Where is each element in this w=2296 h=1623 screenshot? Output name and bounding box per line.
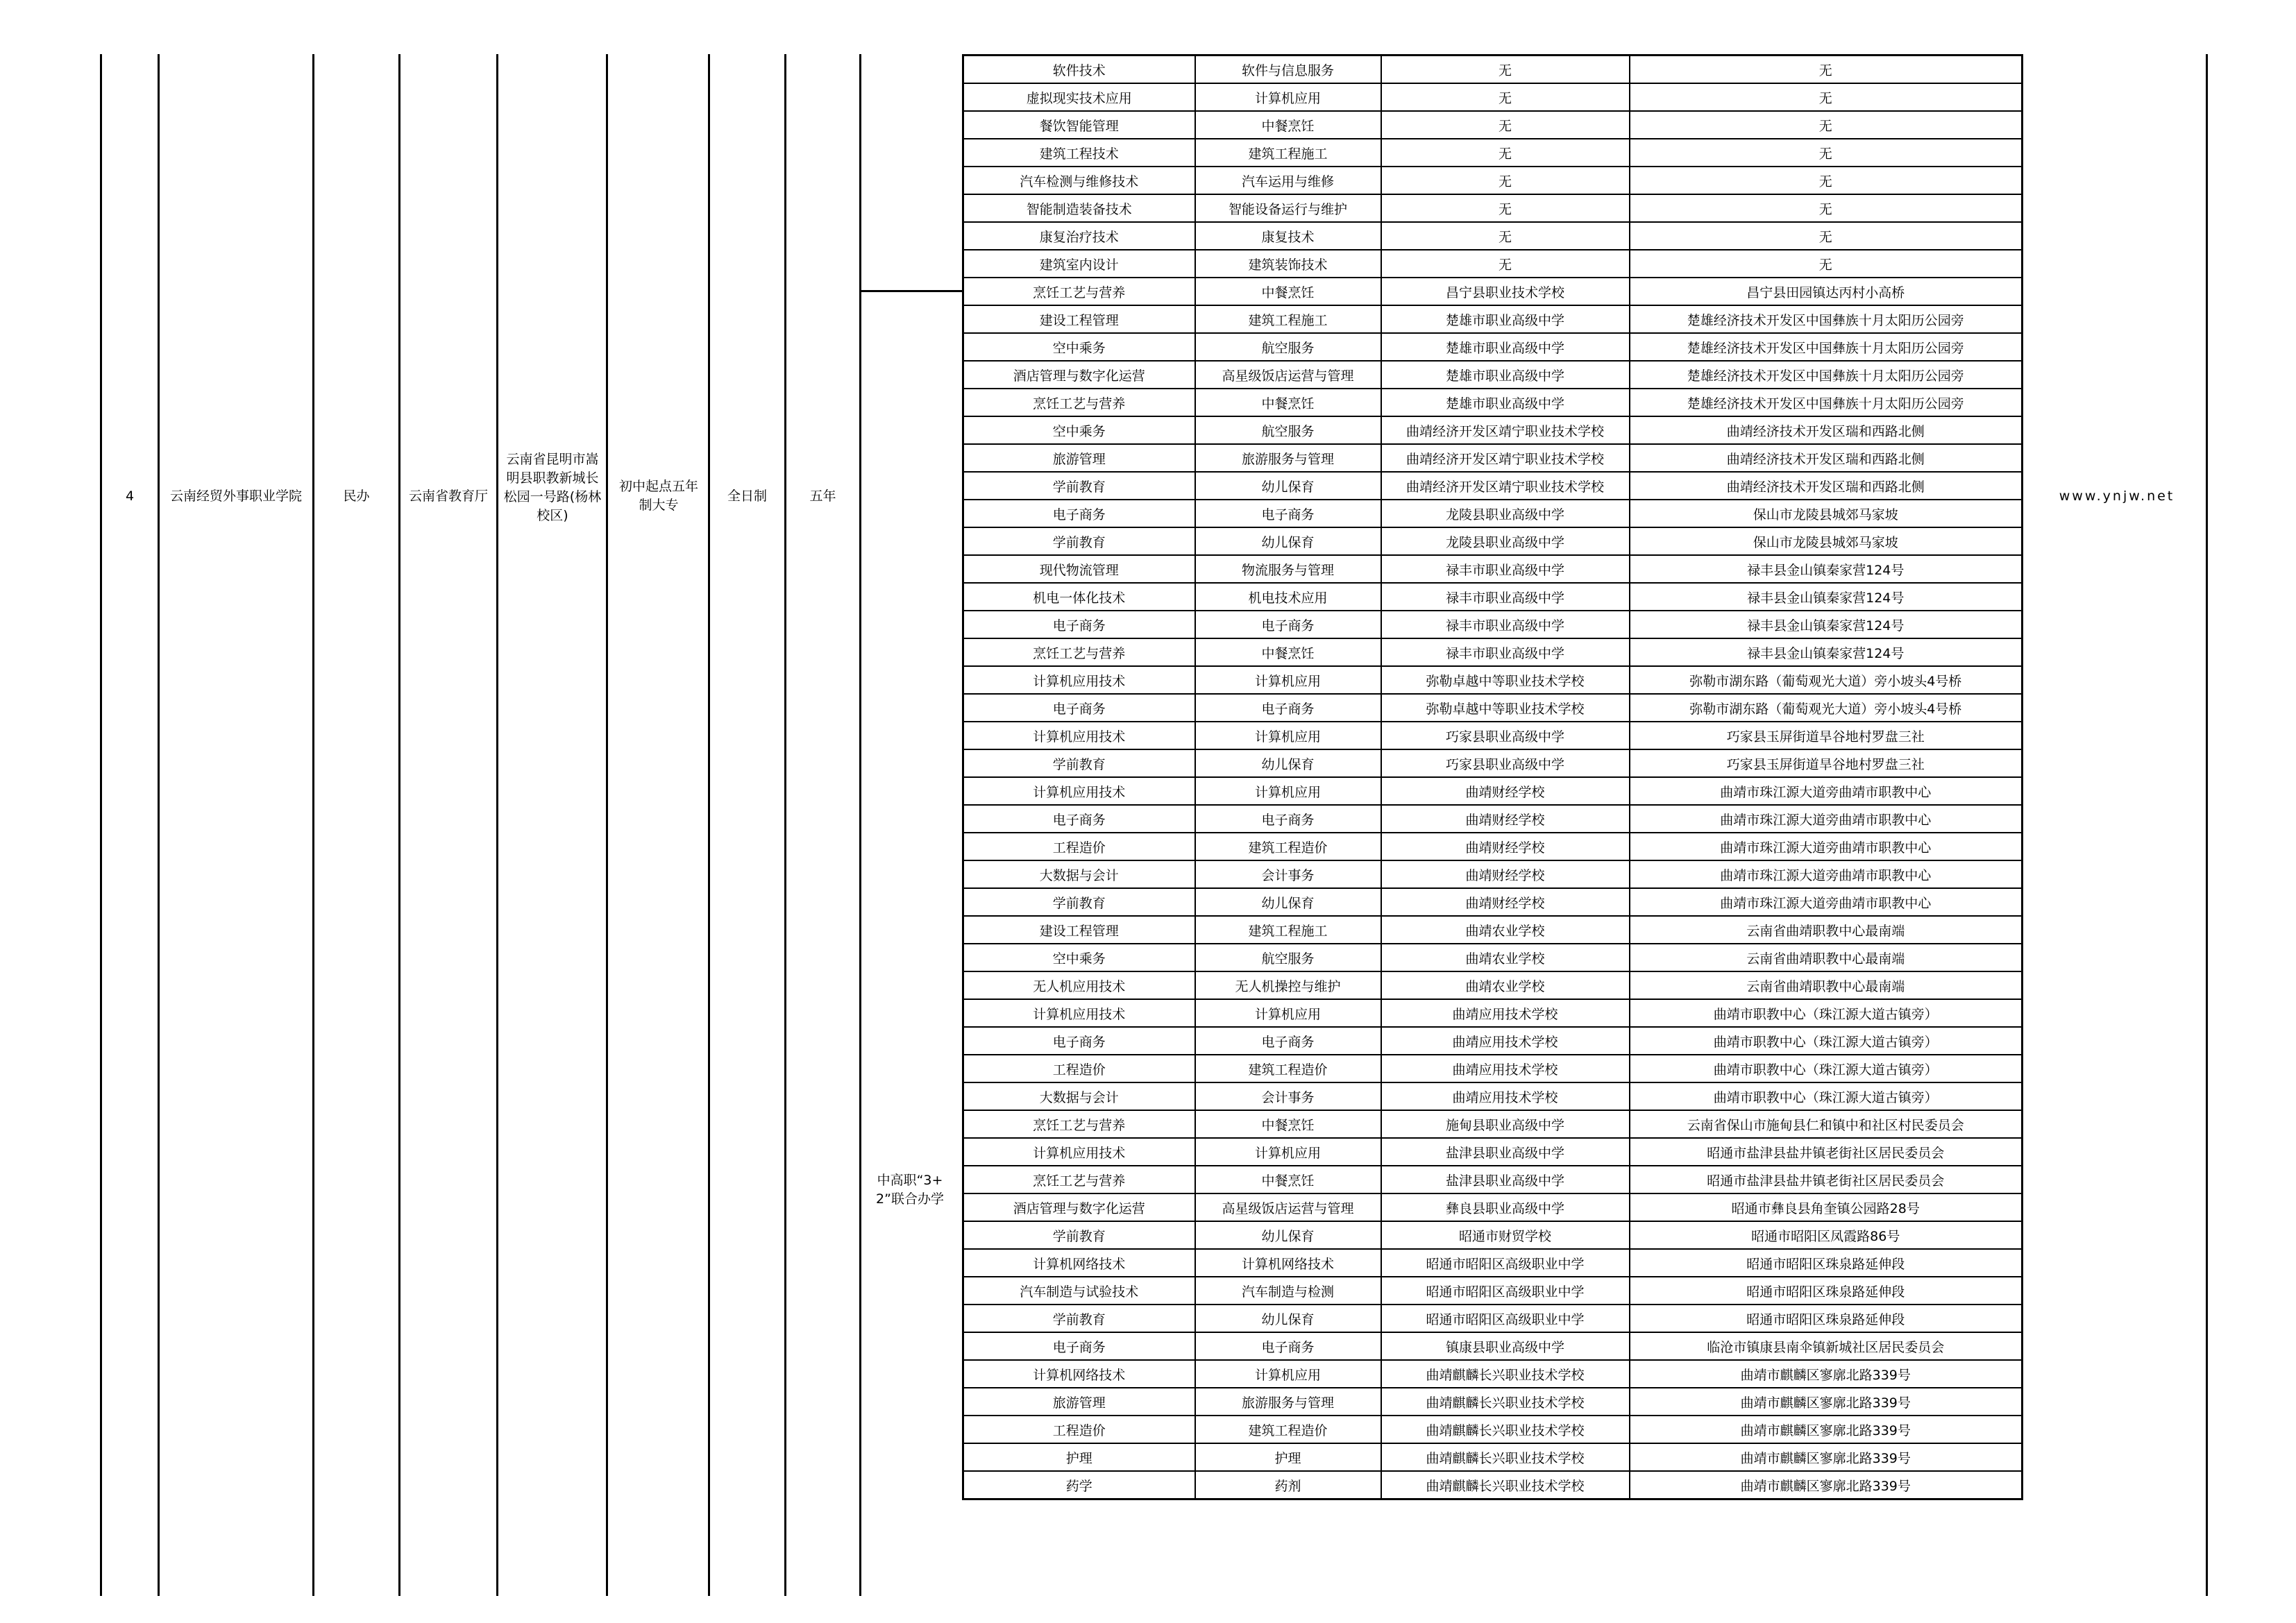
higher-major-cell: 机电一体化技术 [963, 583, 1195, 611]
partner-address-cell: 曲靖市职教中心（珠江源大道古镇旁） [1630, 1082, 2023, 1110]
secondary-major-cell: 航空服务 [1195, 416, 1381, 444]
partner-address-cell: 曲靖市麒麟区寥廓北路339号 [1630, 1443, 2023, 1471]
higher-major-cell: 电子商务 [963, 694, 1195, 722]
table-row [963, 1388, 2023, 1416]
table-row [963, 111, 2023, 139]
higher-major-cell: 计算机应用技术 [963, 999, 1195, 1027]
partner-address-cell: 曲靖经济技术开发区瑞和西路北侧 [1630, 444, 2023, 472]
secondary-major-cell: 计算机应用 [1195, 722, 1381, 749]
higher-major-cell: 空中乘务 [963, 416, 1195, 444]
table-row [963, 1416, 2023, 1443]
table-row [963, 611, 2023, 638]
secondary-major-cell: 建筑工程造价 [1195, 1055, 1381, 1082]
secondary-major-cell: 幼儿保育 [1195, 749, 1381, 777]
partner-address-cell: 曲靖市珠江源大道旁曲靖市职教中心 [1630, 777, 2023, 805]
table-row [963, 944, 2023, 971]
table-row [963, 805, 2023, 833]
secondary-major-cell: 电子商务 [1195, 611, 1381, 638]
partner-address-cell: 巧家县玉屏街道旱谷地村罗盘三社 [1630, 749, 2023, 777]
partner-school-cell: 昭通市昭阳区高级职业中学 [1381, 1249, 1630, 1277]
partner-school-cell: 曲靖应用技术学校 [1381, 1027, 1630, 1055]
duration: 五年 [809, 488, 836, 504]
table-row [963, 1166, 2023, 1193]
table-row [963, 583, 2023, 611]
secondary-major-cell: 智能设备运行与维护 [1195, 194, 1381, 222]
secondary-major-cell: 电子商务 [1195, 805, 1381, 833]
higher-major-cell: 旅游管理 [963, 1388, 1195, 1416]
majors-table [962, 54, 2023, 1500]
secondary-major-cell: 建筑工程施工 [1195, 916, 1381, 944]
partner-school-cell: 曲靖农业学校 [1381, 916, 1630, 944]
secondary-major-cell: 计算机网络技术 [1195, 1249, 1381, 1277]
partner-school-cell: 无 [1381, 222, 1630, 250]
majors-table-body [963, 56, 2023, 1499]
higher-major-cell: 学前教育 [963, 472, 1195, 500]
partner-school-cell: 曲靖麒麟长兴职业技术学校 [1381, 1443, 1630, 1471]
partner-school-cell: 昭通市财贸学校 [1381, 1221, 1630, 1249]
secondary-major-cell: 中餐烹饪 [1195, 638, 1381, 666]
partner-address-cell: 禄丰县金山镇秦家营124号 [1630, 638, 2023, 666]
higher-major-cell: 电子商务 [963, 1332, 1195, 1360]
higher-major-cell: 康复治疗技术 [963, 222, 1195, 250]
column-divider [496, 54, 498, 1596]
higher-major-cell: 空中乘务 [963, 944, 1195, 971]
higher-major-cell: 护理 [963, 1443, 1195, 1471]
partner-school-cell: 曲靖应用技术学校 [1381, 999, 1630, 1027]
higher-major-cell: 建筑工程技术 [963, 139, 1195, 167]
partner-school-cell: 弥勒卓越中等职业技术学校 [1381, 694, 1630, 722]
table-row [963, 83, 2023, 111]
table-row [963, 1138, 2023, 1166]
table-row [963, 888, 2023, 916]
column-divider [158, 54, 160, 1596]
secondary-major-cell: 软件与信息服务 [1195, 56, 1381, 84]
partner-school-cell: 无 [1381, 139, 1630, 167]
partner-school-cell: 盐津县职业高级中学 [1381, 1138, 1630, 1166]
partner-school-cell: 曲靖财经学校 [1381, 777, 1630, 805]
partner-school-cell: 曲靖财经学校 [1381, 860, 1630, 888]
partner-school-cell: 镇康县职业高级中学 [1381, 1332, 1630, 1360]
partner-address-cell: 无 [1630, 83, 2023, 111]
partner-address-cell: 无 [1630, 139, 2023, 167]
table-row [963, 555, 2023, 583]
table-row [963, 694, 2023, 722]
secondary-major-cell: 旅游服务与管理 [1195, 1388, 1381, 1416]
higher-major-cell: 计算机网络技术 [963, 1360, 1195, 1388]
table-row [963, 1443, 2023, 1471]
partner-school-cell: 曲靖麒麟长兴职业技术学校 [1381, 1360, 1630, 1388]
table-row [963, 56, 2023, 84]
table-row [963, 250, 2023, 278]
column-divider [859, 54, 861, 1596]
partner-address-cell: 曲靖市麒麟区寥廓北路339号 [1630, 1360, 2023, 1388]
higher-major-cell: 酒店管理与数字化运营 [963, 361, 1195, 389]
partner-address-cell: 曲靖市麒麟区寥廓北路339号 [1630, 1471, 2023, 1499]
higher-major-cell: 电子商务 [963, 1027, 1195, 1055]
secondary-major-cell: 幼儿保育 [1195, 1305, 1381, 1332]
partner-address-cell: 保山市龙陵县城郊马家坡 [1630, 500, 2023, 527]
partner-school-cell: 禄丰市职业高级中学 [1381, 638, 1630, 666]
table-row [963, 833, 2023, 860]
table-row [963, 1110, 2023, 1138]
partner-school-cell: 弥勒卓越中等职业技术学校 [1381, 666, 1630, 694]
partner-address-cell: 曲靖市珠江源大道旁曲靖市职教中心 [1630, 860, 2023, 888]
table-row [963, 361, 2023, 389]
higher-major-cell: 工程造价 [963, 1416, 1195, 1443]
table-row [963, 916, 2023, 944]
partner-school-cell: 无 [1381, 111, 1630, 139]
secondary-major-cell: 计算机应用 [1195, 999, 1381, 1027]
partner-address-cell: 昭通市昭阳区珠泉路延伸段 [1630, 1249, 2023, 1277]
higher-major-cell: 电子商务 [963, 805, 1195, 833]
higher-major-cell: 烹饪工艺与营养 [963, 278, 1195, 305]
partner-address-cell: 禄丰县金山镇秦家营124号 [1630, 583, 2023, 611]
partner-address-cell: 曲靖经济技术开发区瑞和西路北侧 [1630, 416, 2023, 444]
partner-address-cell: 昭通市盐津县盐井镇老街社区居民委员会 [1630, 1166, 2023, 1193]
education-level: 初中起点五年制大专 [618, 479, 698, 513]
secondary-major-cell: 药剂 [1195, 1471, 1381, 1499]
higher-major-cell: 电子商务 [963, 611, 1195, 638]
higher-major-cell: 大数据与会计 [963, 860, 1195, 888]
higher-major-cell: 建设工程管理 [963, 305, 1195, 333]
higher-major-cell: 软件技术 [963, 56, 1195, 84]
partner-school-cell: 盐津县职业高级中学 [1381, 1166, 1630, 1193]
partner-address-cell: 曲靖市职教中心（珠江源大道古镇旁） [1630, 1055, 2023, 1082]
partner-school-cell: 曲靖应用技术学校 [1381, 1082, 1630, 1110]
higher-major-cell: 烹饪工艺与营养 [963, 638, 1195, 666]
column-divider [708, 54, 710, 1596]
secondary-major-cell: 计算机应用 [1195, 666, 1381, 694]
table-row [963, 777, 2023, 805]
secondary-major-cell: 中餐烹饪 [1195, 1110, 1381, 1138]
table-row [963, 333, 2023, 361]
secondary-major-cell: 幼儿保育 [1195, 1221, 1381, 1249]
higher-major-cell: 汽车检测与维修技术 [963, 167, 1195, 194]
partner-address-cell: 昭通市盐津县盐井镇老街社区居民委员会 [1630, 1138, 2023, 1166]
secondary-major-cell: 中餐烹饪 [1195, 389, 1381, 416]
partner-address-cell: 曲靖市麒麟区寥廓北路339号 [1630, 1416, 2023, 1443]
secondary-major-cell: 幼儿保育 [1195, 888, 1381, 916]
partner-address-cell: 昭通市昭阳区凤霞路86号 [1630, 1221, 2023, 1249]
table-row [963, 139, 2023, 167]
higher-major-cell: 烹饪工艺与营养 [963, 389, 1195, 416]
secondary-major-cell: 高星级饭店运营与管理 [1195, 361, 1381, 389]
secondary-major-cell: 汽车制造与检测 [1195, 1277, 1381, 1305]
partner-school-cell: 楚雄市职业高级中学 [1381, 305, 1630, 333]
higher-major-cell: 大数据与会计 [963, 1082, 1195, 1110]
secondary-major-cell: 计算机应用 [1195, 83, 1381, 111]
secondary-major-cell: 汽车运用与维修 [1195, 167, 1381, 194]
competent-authority: 云南省教育厅 [408, 488, 488, 504]
partner-address-cell: 保山市龙陵县城郊马家坡 [1630, 527, 2023, 555]
table-row [963, 1082, 2023, 1110]
secondary-major-cell: 建筑工程造价 [1195, 1416, 1381, 1443]
partner-address-cell: 巧家县玉屏街道旱谷地村罗盘三社 [1630, 722, 2023, 749]
table-row [963, 1360, 2023, 1388]
secondary-major-cell: 电子商务 [1195, 694, 1381, 722]
partner-address-cell: 楚雄经济技术开发区中国彝族十月太阳历公园旁 [1630, 361, 2023, 389]
partner-address-cell: 无 [1630, 111, 2023, 139]
higher-major-cell: 电子商务 [963, 500, 1195, 527]
partner-address-cell: 无 [1630, 56, 2023, 84]
secondary-major-cell: 航空服务 [1195, 944, 1381, 971]
secondary-major-cell: 计算机应用 [1195, 777, 1381, 805]
higher-major-cell: 建设工程管理 [963, 916, 1195, 944]
column-divider [2206, 54, 2208, 1596]
partner-address-cell: 曲靖市珠江源大道旁曲靖市职教中心 [1630, 888, 2023, 916]
partner-address-cell: 曲靖市麒麟区寥廓北路339号 [1630, 1388, 2023, 1416]
column-divider [312, 54, 314, 1596]
partner-address-cell: 无 [1630, 167, 2023, 194]
secondary-major-cell: 会计事务 [1195, 1082, 1381, 1110]
partner-school-cell: 曲靖农业学校 [1381, 944, 1630, 971]
table-row [963, 749, 2023, 777]
partner-address-cell: 云南省曲靖职教中心最南端 [1630, 971, 2023, 999]
partner-address-cell: 楚雄经济技术开发区中国彝族十月太阳历公园旁 [1630, 333, 2023, 361]
secondary-major-cell: 无人机操控与维护 [1195, 971, 1381, 999]
secondary-major-cell: 中餐烹饪 [1195, 278, 1381, 305]
higher-major-cell: 无人机应用技术 [963, 971, 1195, 999]
partner-school-cell: 曲靖麒麟长兴职业技术学校 [1381, 1416, 1630, 1443]
partner-school-cell: 曲靖经济开发区靖宁职业技术学校 [1381, 416, 1630, 444]
partner-school-cell: 施甸县职业高级中学 [1381, 1110, 1630, 1138]
higher-major-cell: 学前教育 [963, 749, 1195, 777]
higher-major-cell: 烹饪工艺与营养 [963, 1166, 1195, 1193]
higher-major-cell: 工程造价 [963, 833, 1195, 860]
partner-school-cell: 楚雄市职业高级中学 [1381, 361, 1630, 389]
partner-address-cell: 曲靖市职教中心（珠江源大道古镇旁） [1630, 1027, 2023, 1055]
table-row [963, 638, 2023, 666]
secondary-major-cell: 建筑装饰技术 [1195, 250, 1381, 278]
table-row [963, 1193, 2023, 1221]
secondary-major-cell: 计算机应用 [1195, 1138, 1381, 1166]
partner-address-cell: 昌宁县田园镇达丙村小高桥 [1630, 278, 2023, 305]
secondary-major-cell: 物流服务与管理 [1195, 555, 1381, 583]
partner-school-cell: 楚雄市职业高级中学 [1381, 389, 1630, 416]
partner-address-cell: 昭通市彝良县角奎镇公园路28号 [1630, 1193, 2023, 1221]
secondary-major-cell: 建筑工程造价 [1195, 833, 1381, 860]
table-row [963, 278, 2023, 305]
partner-address-cell: 无 [1630, 194, 2023, 222]
table-row [963, 472, 2023, 500]
study-form: 全日制 [727, 488, 767, 504]
partner-address-cell: 云南省曲靖职教中心最南端 [1630, 944, 2023, 971]
partner-address-cell: 禄丰县金山镇秦家营124号 [1630, 611, 2023, 638]
column-divider [784, 54, 786, 1596]
partner-school-cell: 无 [1381, 250, 1630, 278]
partner-school-cell: 曲靖应用技术学校 [1381, 1055, 1630, 1082]
higher-major-cell: 计算机应用技术 [963, 666, 1195, 694]
partner-address-cell: 弥勒市湖东路（葡萄观光大道）旁小坡头4号桥 [1630, 694, 2023, 722]
partner-school-cell: 曲靖经济开发区靖宁职业技术学校 [1381, 472, 1630, 500]
table-row [963, 1027, 2023, 1055]
secondary-major-cell: 会计事务 [1195, 860, 1381, 888]
partner-school-cell: 曲靖财经学校 [1381, 833, 1630, 860]
partner-address-cell: 云南省曲靖职教中心最南端 [1630, 916, 2023, 944]
higher-major-cell: 建筑室内设计 [963, 250, 1195, 278]
secondary-major-cell: 电子商务 [1195, 500, 1381, 527]
higher-major-cell: 计算机应用技术 [963, 777, 1195, 805]
secondary-major-cell: 机电技术应用 [1195, 583, 1381, 611]
record-number: 4 [125, 488, 135, 504]
higher-major-cell: 餐饮智能管理 [963, 111, 1195, 139]
table-row [963, 416, 2023, 444]
partner-address-cell: 弥勒市湖东路（葡萄观光大道）旁小坡头4号桥 [1630, 666, 2023, 694]
partner-school-cell: 巧家县职业高级中学 [1381, 749, 1630, 777]
secondary-major-cell: 航空服务 [1195, 333, 1381, 361]
higher-major-cell: 智能制造装备技术 [963, 194, 1195, 222]
partner-school-cell: 曲靖麒麟长兴职业技术学校 [1381, 1471, 1630, 1499]
partner-address-cell: 曲靖市珠江源大道旁曲靖市职教中心 [1630, 805, 2023, 833]
partner-school-cell: 禄丰市职业高级中学 [1381, 611, 1630, 638]
partner-school-cell: 曲靖麒麟长兴职业技术学校 [1381, 1388, 1630, 1416]
table-row [963, 194, 2023, 222]
table-row [963, 305, 2023, 333]
column-divider [606, 54, 608, 1596]
higher-major-cell: 学前教育 [963, 1305, 1195, 1332]
table-row [963, 500, 2023, 527]
cooperation-mode: 中高职“3+2”联合办学 [876, 1173, 944, 1207]
higher-major-cell: 汽车制造与试验技术 [963, 1277, 1195, 1305]
higher-major-cell: 计算机应用技术 [963, 722, 1195, 749]
partner-address-cell: 无 [1630, 250, 2023, 278]
column-divider [100, 54, 102, 1596]
table-row [963, 222, 2023, 250]
secondary-major-cell: 电子商务 [1195, 1027, 1381, 1055]
higher-major-cell: 现代物流管理 [963, 555, 1195, 583]
secondary-major-cell: 护理 [1195, 1443, 1381, 1471]
partner-school-cell: 彝良县职业高级中学 [1381, 1193, 1630, 1221]
partner-school-cell: 巧家县职业高级中学 [1381, 722, 1630, 749]
partner-address-cell: 楚雄经济技术开发区中国彝族十月太阳历公园旁 [1630, 305, 2023, 333]
secondary-major-cell: 幼儿保育 [1195, 472, 1381, 500]
table-row [963, 1332, 2023, 1360]
higher-major-cell: 酒店管理与数字化运营 [963, 1193, 1195, 1221]
table-row [963, 722, 2023, 749]
partner-school-cell: 禄丰市职业高级中学 [1381, 583, 1630, 611]
partner-school-cell: 昌宁县职业技术学校 [1381, 278, 1630, 305]
table-row [963, 1471, 2023, 1499]
partner-address-cell: 昭通市昭阳区珠泉路延伸段 [1630, 1277, 2023, 1305]
partner-school-cell: 禄丰市职业高级中学 [1381, 555, 1630, 583]
partner-school-cell: 无 [1381, 194, 1630, 222]
secondary-major-cell: 建筑工程施工 [1195, 305, 1381, 333]
higher-major-cell: 空中乘务 [963, 333, 1195, 361]
secondary-major-cell: 计算机应用 [1195, 1360, 1381, 1388]
partner-address-cell: 临沧市镇康县南伞镇新城社区居民委员会 [1630, 1332, 2023, 1360]
secondary-major-cell: 幼儿保育 [1195, 527, 1381, 555]
secondary-major-cell: 高星级饭店运营与管理 [1195, 1193, 1381, 1221]
partner-address-cell: 曲靖市珠江源大道旁曲靖市职教中心 [1630, 833, 2023, 860]
higher-major-cell: 学前教育 [963, 527, 1195, 555]
higher-major-cell: 旅游管理 [963, 444, 1195, 472]
higher-major-cell: 烹饪工艺与营养 [963, 1110, 1195, 1138]
partner-school-cell: 昭通市昭阳区高级职业中学 [1381, 1305, 1630, 1332]
partner-address-cell: 云南省保山市施甸县仁和镇中和社区村民委员会 [1630, 1110, 2023, 1138]
table-row [963, 1277, 2023, 1305]
partner-school-cell: 曲靖财经学校 [1381, 888, 1630, 916]
partner-address-cell: 曲靖市职教中心（珠江源大道古镇旁） [1630, 999, 2023, 1027]
higher-major-cell: 学前教育 [963, 1221, 1195, 1249]
partner-address-cell: 昭通市昭阳区珠泉路延伸段 [1630, 1305, 2023, 1332]
school-name: 云南经贸外事职业学院 [169, 488, 302, 504]
table-row [963, 1055, 2023, 1082]
higher-major-cell: 药学 [963, 1471, 1195, 1499]
table-row [963, 389, 2023, 416]
table-row [963, 527, 2023, 555]
higher-major-cell: 计算机网络技术 [963, 1249, 1195, 1277]
table-row [963, 1305, 2023, 1332]
school-nature: 民办 [343, 488, 370, 504]
partner-school-cell: 曲靖财经学校 [1381, 805, 1630, 833]
partner-address-cell: 禄丰县金山镇秦家营124号 [1630, 555, 2023, 583]
higher-major-cell: 计算机应用技术 [963, 1138, 1195, 1166]
table-row [963, 1249, 2023, 1277]
partner-school-cell: 龙陵县职业高级中学 [1381, 500, 1630, 527]
table-row [963, 666, 2023, 694]
table-row [963, 444, 2023, 472]
secondary-major-cell: 建筑工程施工 [1195, 139, 1381, 167]
partner-school-cell: 曲靖农业学校 [1381, 971, 1630, 999]
table-row [963, 971, 2023, 999]
secondary-major-cell: 旅游服务与管理 [1195, 444, 1381, 472]
column-divider [398, 54, 400, 1596]
table-row [963, 167, 2023, 194]
secondary-major-cell: 中餐烹饪 [1195, 111, 1381, 139]
secondary-major-cell: 中餐烹饪 [1195, 1166, 1381, 1193]
secondary-major-cell: 康复技术 [1195, 222, 1381, 250]
mode-row-divider [859, 290, 963, 292]
partner-school-cell: 无 [1381, 167, 1630, 194]
school-address: 云南省昆明市嵩明县职教新城长松园一号路(杨林校区) [503, 452, 602, 523]
higher-major-cell: 工程造价 [963, 1055, 1195, 1082]
table-row [963, 999, 2023, 1027]
partner-school-cell: 无 [1381, 83, 1630, 111]
partner-school-cell: 楚雄市职业高级中学 [1381, 333, 1630, 361]
partner-address-cell: 曲靖经济技术开发区瑞和西路北侧 [1630, 472, 2023, 500]
higher-major-cell: 虚拟现实技术应用 [963, 83, 1195, 111]
secondary-major-cell: 电子商务 [1195, 1332, 1381, 1360]
partner-address-cell: 无 [1630, 222, 2023, 250]
partner-school-cell: 昭通市昭阳区高级职业中学 [1381, 1277, 1630, 1305]
table-row [963, 1221, 2023, 1249]
partner-school-cell: 曲靖经济开发区靖宁职业技术学校 [1381, 444, 1630, 472]
partner-address-cell: 楚雄经济技术开发区中国彝族十月太阳历公园旁 [1630, 389, 2023, 416]
partner-school-cell: 无 [1381, 56, 1630, 84]
higher-major-cell: 学前教育 [963, 888, 1195, 916]
website: www.ynjw.net [2059, 488, 2175, 504]
partner-school-cell: 龙陵县职业高级中学 [1381, 527, 1630, 555]
table-row [963, 860, 2023, 888]
